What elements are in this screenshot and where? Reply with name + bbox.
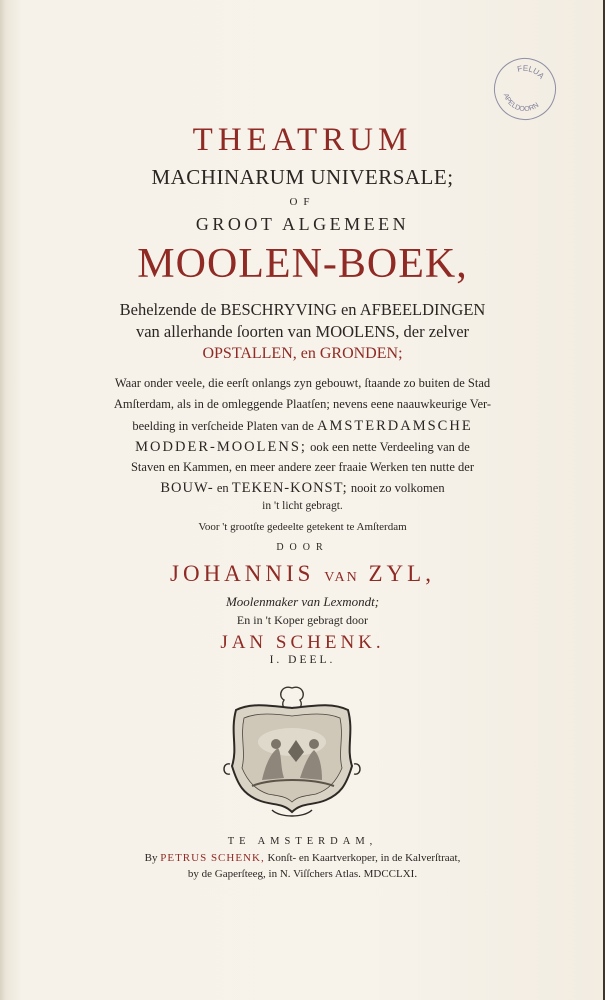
detail-line-6-bouw: BOUW- [160, 480, 214, 496]
main-title: THEATRUM [192, 122, 413, 158]
imprint-by: By [144, 852, 161, 864]
stamp-text-bottom: APELDOORN [501, 92, 541, 114]
imprint-location-date: by de Gaperſteeg, in N. Viſſchers Atlas. MDCCLXI. [187, 868, 418, 880]
volume-label: I. DEEL. [269, 654, 336, 666]
detail-line-2: Amſterdam, als in de omleggende Plaatſen; nevens eene naauwkeurige Ver- [113, 397, 492, 411]
author-last: ZYL, [368, 561, 435, 586]
subtitle-of: OF [289, 196, 316, 208]
author-profession: Moolenmaker van Lexmondt; [225, 594, 380, 609]
detail-line-6-text: nooit zo volkomen [347, 481, 445, 495]
author-first: JOHANNIS [170, 561, 315, 586]
engraved-by-line: En in 't Koper gebragt door [236, 613, 369, 627]
detail-line-6 [0, 480, 605, 497]
svg-text:FELUA [514, 60, 548, 82]
subtitle-groot: GROOT ALGEMEEN [195, 214, 410, 234]
description-line-1: Behelzende de BESCHRYVING en AFBEELDINGEN [119, 300, 486, 319]
detail-line-3-text: beelding in verſcheide Platen van de [132, 419, 317, 433]
imprint-publisher-name: PETRUS SCHENK, [160, 852, 265, 864]
allegorical-vignette-icon [222, 682, 362, 822]
description-line-3: OPSTALLEN, en GRONDEN; [202, 345, 403, 362]
stamp-text-top: FELUA [516, 63, 547, 81]
moolen-boek-title: MOOLEN-BOEK, [137, 241, 468, 287]
imprint-publisher-address: Konſt- en Kaartverkoper, in de Kalverſtraat, [264, 852, 461, 864]
detail-line-3-caps: AMSTERDAMSCHE [316, 418, 473, 434]
voor-line: Voor 't grootſte gedeelte getekent te Amſterdam [198, 521, 407, 533]
author-van: VAN [324, 570, 359, 585]
detail-line-3 [0, 418, 605, 435]
description-line-2: van allerhande ſoorten van MOOLENS, der zelver [135, 322, 470, 341]
engraver-name: JAN SCHENK. [220, 632, 385, 653]
detail-line-4 [0, 439, 605, 456]
detail-line-6-en: en [213, 481, 232, 495]
library-stamp-icon [486, 50, 564, 128]
detail-line-5: Staven en Kammen, en meer andere zeer fraaie Werken ten nutte der [130, 460, 475, 474]
detail-line-4-text: ook een nette Verdeeling van de [306, 440, 470, 454]
imprint-publisher [0, 852, 605, 864]
subtitle-machinarum: MACHINARUM UNIVERSALE; [151, 165, 454, 189]
detail-line-7: in 't licht gebragt. [262, 500, 343, 512]
detail-line-6-teken: TEKEN-KONST; [231, 480, 348, 496]
detail-line-4-caps: MODDER-MOOLENS; [135, 439, 307, 455]
door-line: DOOR [276, 542, 329, 553]
author-name [0, 561, 605, 587]
detail-line-1: Waar onder veele, die eerſt onlangs zyn gebouwt, ſtaande zo buiten de Stad [114, 376, 491, 390]
imprint-city: TE AMSTERDAM, [227, 836, 378, 847]
svg-text:APELDOORN [498, 91, 541, 118]
